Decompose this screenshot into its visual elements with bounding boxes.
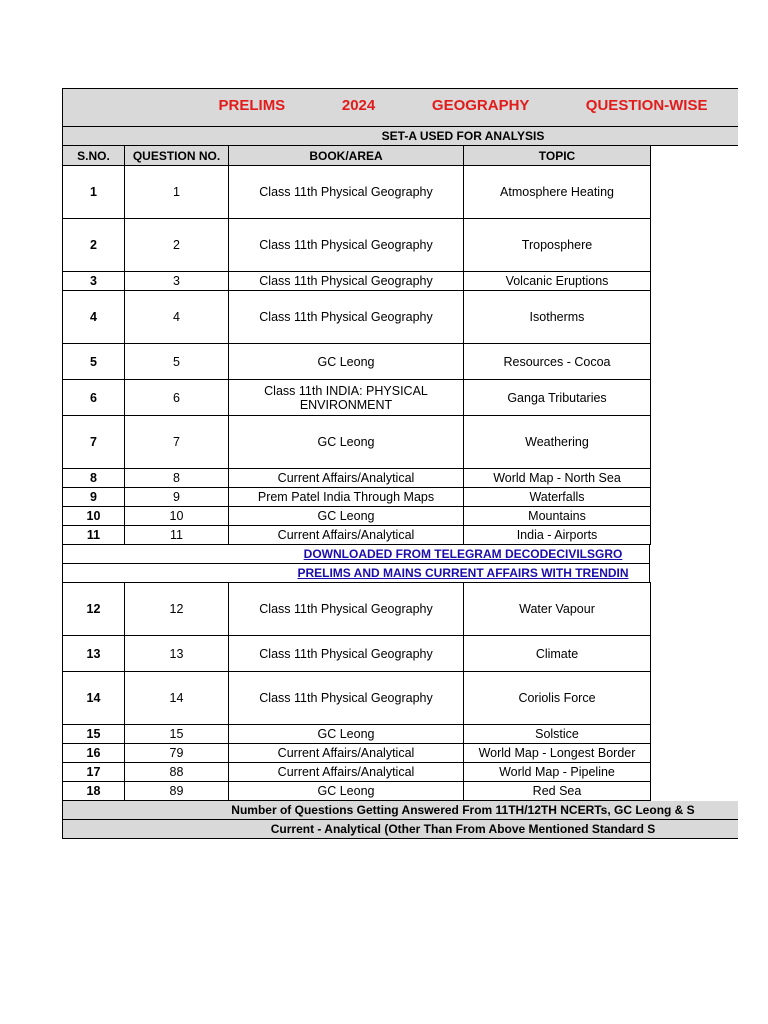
cell-topic: Troposphere bbox=[464, 219, 651, 272]
cell-book-area: Prem Patel India Through Maps bbox=[229, 488, 464, 507]
cell-book-area: GC Leong bbox=[229, 507, 464, 526]
cell-topic: Resources - Cocoa bbox=[464, 344, 651, 380]
cell-book-area: GC Leong bbox=[229, 416, 464, 469]
cell-sno: 14 bbox=[63, 672, 125, 725]
cell-topic: Red Sea bbox=[464, 782, 651, 801]
current-affairs-link[interactable]: PRELIMS AND MAINS CURRENT AFFAIRS WITH TRENDIN bbox=[297, 566, 629, 580]
cell-question-no: 12 bbox=[125, 583, 229, 636]
cell-topic: World Map - Longest Border bbox=[464, 744, 651, 763]
cell-topic: Atmosphere Heating bbox=[464, 166, 651, 219]
table-row bbox=[63, 744, 651, 763]
cell-book-area: Class 11th Physical Geography bbox=[229, 583, 464, 636]
cell-topic: Mountains bbox=[464, 507, 651, 526]
table-row bbox=[63, 469, 651, 488]
cell-sno: 13 bbox=[63, 636, 125, 672]
set-label: SET-A USED FOR ANALYSIS bbox=[381, 129, 545, 143]
cell-question-no: 89 bbox=[125, 782, 229, 801]
cell-topic: World Map - North Sea bbox=[464, 469, 651, 488]
cell-sno: 3 bbox=[63, 272, 125, 291]
cell-question-no: 2 bbox=[125, 219, 229, 272]
cell-book-area: Class 11th Physical Geography bbox=[229, 166, 464, 219]
table-row bbox=[63, 725, 651, 744]
current-affairs-link-row[interactable] bbox=[62, 564, 650, 583]
header-book-area: BOOK/AREA bbox=[229, 146, 464, 166]
summary-bar-1 bbox=[62, 801, 738, 820]
summary-text-1: Number of Questions Getting Answered From 11TH/12TH NCERTs, GC Leong & S bbox=[231, 803, 695, 817]
cell-topic: Isotherms bbox=[464, 291, 651, 344]
table-row bbox=[63, 672, 651, 725]
cell-book-area: Class 11th Physical Geography bbox=[229, 672, 464, 725]
table-row bbox=[63, 763, 651, 782]
cell-book-area: GC Leong bbox=[229, 782, 464, 801]
cell-book-area: Class 11th Physical Geography bbox=[229, 272, 464, 291]
cell-topic: Weathering bbox=[464, 416, 651, 469]
table-row bbox=[63, 583, 651, 636]
summary-bar-2 bbox=[62, 820, 738, 839]
cell-sno: 12 bbox=[63, 583, 125, 636]
cell-question-no: 6 bbox=[125, 380, 229, 416]
cell-book-area: Current Affairs/Analytical bbox=[229, 469, 464, 488]
table-row bbox=[63, 166, 651, 219]
summary-text-2: Current - Analytical (Other Than From Above Mentioned Standard S bbox=[270, 822, 656, 836]
cell-question-no: 7 bbox=[125, 416, 229, 469]
cell-sno: 6 bbox=[63, 380, 125, 416]
cell-sno: 8 bbox=[63, 469, 125, 488]
cell-sno: 17 bbox=[63, 763, 125, 782]
cell-book-area: Current Affairs/Analytical bbox=[229, 744, 464, 763]
cell-topic: Volcanic Eruptions bbox=[464, 272, 651, 291]
cell-book-area: Current Affairs/Analytical bbox=[229, 763, 464, 782]
cell-book-area: GC Leong bbox=[229, 344, 464, 380]
header-question-no: QUESTION NO. bbox=[125, 146, 229, 166]
cell-question-no: 5 bbox=[125, 344, 229, 380]
cell-question-no: 4 bbox=[125, 291, 229, 344]
table-row bbox=[63, 344, 651, 380]
header-sno: S.NO. bbox=[63, 146, 125, 166]
cell-question-no: 88 bbox=[125, 763, 229, 782]
cell-question-no: 8 bbox=[125, 469, 229, 488]
cell-question-no: 10 bbox=[125, 507, 229, 526]
table-row bbox=[63, 272, 651, 291]
cell-sno: 9 bbox=[63, 488, 125, 507]
cell-book-area: Class 11th Physical Geography bbox=[229, 636, 464, 672]
cell-sno: 18 bbox=[63, 782, 125, 801]
cell-sno: 7 bbox=[63, 416, 125, 469]
cell-question-no: 1 bbox=[125, 166, 229, 219]
sheet-title-bar bbox=[62, 88, 738, 127]
cell-question-no: 79 bbox=[125, 744, 229, 763]
cell-book-area: Current Affairs/Analytical bbox=[229, 526, 464, 545]
cell-question-no: 14 bbox=[125, 672, 229, 725]
cell-topic: Solstice bbox=[464, 725, 651, 744]
cell-sno: 11 bbox=[63, 526, 125, 545]
table-row bbox=[63, 380, 651, 416]
cell-topic: Ganga Tributaries bbox=[464, 380, 651, 416]
spreadsheet bbox=[62, 88, 738, 839]
table-row bbox=[63, 416, 651, 469]
questions-table-part-1 bbox=[62, 145, 651, 545]
cell-sno: 10 bbox=[63, 507, 125, 526]
cell-topic: India - Airports bbox=[464, 526, 651, 545]
cell-topic: Water Vapour bbox=[464, 583, 651, 636]
cell-topic: World Map - Pipeline bbox=[464, 763, 651, 782]
sheet-title: PRELIMS 2024 GEOGRAPHY QUESTION-WISE bbox=[218, 97, 708, 114]
table-row bbox=[63, 526, 651, 545]
questions-table-part-2 bbox=[62, 582, 651, 801]
cell-sno: 15 bbox=[63, 725, 125, 744]
cell-question-no: 11 bbox=[125, 526, 229, 545]
cell-question-no: 3 bbox=[125, 272, 229, 291]
telegram-link-row[interactable] bbox=[62, 545, 650, 564]
cell-book-area: Class 11th Physical Geography bbox=[229, 219, 464, 272]
cell-book-area: GC Leong bbox=[229, 725, 464, 744]
cell-question-no: 9 bbox=[125, 488, 229, 507]
table-row bbox=[63, 219, 651, 272]
cell-sno: 1 bbox=[63, 166, 125, 219]
cell-book-area: Class 11th INDIA: PHYSICAL ENVIRONMENT bbox=[229, 380, 464, 416]
table-row bbox=[63, 782, 651, 801]
cell-question-no: 13 bbox=[125, 636, 229, 672]
cell-sno: 4 bbox=[63, 291, 125, 344]
cell-topic: Waterfalls bbox=[464, 488, 651, 507]
telegram-link[interactable]: DOWNLOADED FROM TELEGRAM DECODECIVILSGRO bbox=[303, 547, 623, 561]
cell-book-area: Class 11th Physical Geography bbox=[229, 291, 464, 344]
table-row bbox=[63, 507, 651, 526]
cell-topic: Climate bbox=[464, 636, 651, 672]
table-header-row bbox=[63, 146, 651, 166]
cell-sno: 2 bbox=[63, 219, 125, 272]
set-label-bar bbox=[62, 127, 738, 146]
cell-question-no: 15 bbox=[125, 725, 229, 744]
header-topic: TOPIC bbox=[464, 146, 651, 166]
cell-sno: 16 bbox=[63, 744, 125, 763]
cell-sno: 5 bbox=[63, 344, 125, 380]
table-row bbox=[63, 636, 651, 672]
table-row bbox=[63, 291, 651, 344]
cell-topic: Coriolis Force bbox=[464, 672, 651, 725]
table-row bbox=[63, 488, 651, 507]
